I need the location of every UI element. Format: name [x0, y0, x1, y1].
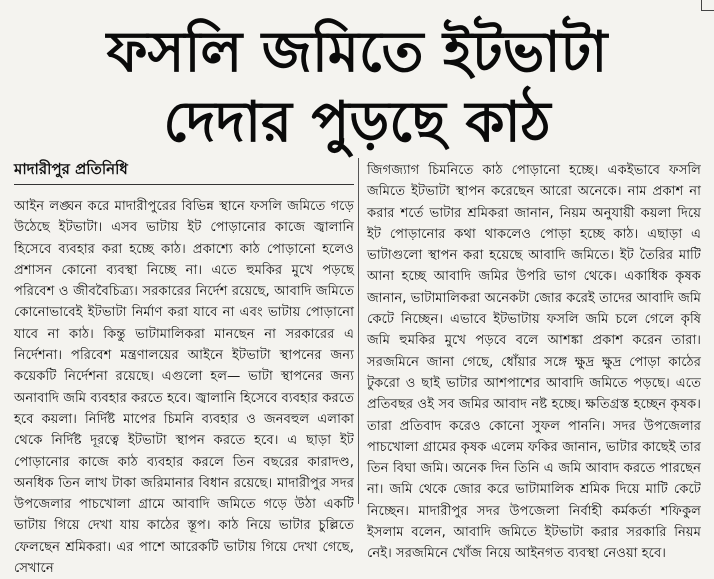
byline: মাদারীপুর প্রতিনিধি [14, 160, 354, 185]
corner-fold-mark [701, 0, 714, 11]
column-divider [358, 158, 359, 504]
article-column-left: আইন লঙ্ঘন করে মাদারীপুরের বিভিন্ন স্থানে ফসলি জমিতে গড়ে উঠেছে ইটভাটা। এসব ভাটায় ইট পোড়ানোর কাজে জ্বালানি হিসেবে ব্যবহার করা হচ্ছে কাঠ। প্রকাশ্যে কাঠ পোড়ানো হলেও প্রশাসন কোনো ব্যবস্থা নিচ্ছে না। এতে হুমকির মুখে পড়ছে পরিবেশ ও জীববৈচিত্র্য। সরকারের নির্দেশ রয়েছে, আবাদি জমিতে কোনোভাবেই ইটভাটা নির্মাণ করা যাবে না এবং ভাটায় পোড়ানো যাবে না কাঠ। কিন্তু ভাটামালিকরা মানছেন না সরকারের এ নির্দেশনা। পরিবেশ মন্ত্রণালয়ের আইনে ইটভাটা স্থাপনের জন্য কয়েকটি নির্দেশনা রয়েছে। এগুলো হল— ভাটা স্থাপনের জন্য অনাবাদি জমি ব্যবহার করতে হবে। জ্বালানি হিসেবে ব্যবহার করতে হবে কয়লা। নির্দিষ্ট মাপের চিমনি ব্যবহার ও জনবহুল এলাকা থেকে নির্দিষ্ট দূরত্বে ইটভাটা স্থাপন করতে হবে। এ ছাড়া ইট পোড়ানোর কাজে কাঠ ব্যবহার করলে তিন বছরের কারাদণ্ড, অনধিক তিন লাখ টাকা জরিমানার বিধান রয়েছে। মাদারীপুর সদর উপজেলার পাচখোলা গ্রামে আবাদি জমিতে গড়ে উঠা একটি ভাটায় গিয়ে দেখা যায় কাঠের স্তূপ। কাঠ নিয়ে ভাটার চুল্লিতে ফেলছেন শ্রমিকরা। এর পাশে আরেকটি ভাটায় গিয়ে দেখা গেছে, সেখানে [14, 199, 354, 577]
byline-block [14, 160, 354, 185]
article-column-right: জিগজ্যাগ চিমনিতে কাঠ পোড়ানো হচ্ছে। একইভাবে ফসলি জমিতে ইটভাটা স্থাপন করেছেন আরো অনেকে। নাম প্রকাশ না করার শর্তে ভাটার শ্রমিকরা জানান, নিয়ম অনুযায়ী কয়লা দিয়ে ইট পোড়ানোর কথা থাকলেও পোড়া হচ্ছে কাঠ। এছাড়া এ ভাটাগুলো স্থাপন করা হয়েছে আবাদি জমিতে। ইট তৈরির মাটি আনা হচ্ছে আবাদি জমির উপরি ভাগ থেকে। একাধিক কৃষক জানান, ভাটামালিকরা অনেকটা জোর করেই তাদের আবাদি জমি কেটে নিচ্ছেন। এভাবে ইটভাটায় ফসলি জমি চলে গেলে কৃষি জমি হুমকির মুখে পড়বে বলে আশঙ্কা প্রকাশ করেন তারা। সরজমিনে জানা গেছে, ধোঁয়ার সঙ্গে ক্ষুদ্র ক্ষুদ্র পোড়া কাঠের টুকরো ও ছাই ভাটার আশপাশের আবাদি জমিতে পড়ছে। এতে প্রতিবছর ওই সব জমির আবাদ নষ্ট হচ্ছে। ক্ষতিগ্রস্ত হচ্ছেন কৃষক। তারা প্রতিবাদ করেও কোনো সুফল পাননি। সদর উপজেলার পাচখোলা গ্রামের কৃষক এলেম ফকির জানান, ভাটার কাছেই তার তিন বিঘা জমি। অনেক দিন তিনি এ জমি আবাদ করতে পারছেন না। জমি থেকে জোর করে ভাটামালিক শ্রমিক দিয়ে মাটি কেটে নিচ্ছেন। মাদারীপুর সদর উপজেলা নির্বাহী কর্মকর্তা শফিকুল ইসলাম বলেন, আবাদি জমিতে ইটভাটা করার সরকারি নিয়ম নেই। সরজমিনে খোঁজ নিয়ে আইনগত ব্যবস্থা নেওয়া হবে। [367, 163, 701, 562]
headline-line-1: ফসলি জমিতে ইটভাটা [106, 20, 608, 85]
headline-line-2: দেদার পুড়ছে কাঠ [163, 90, 551, 155]
